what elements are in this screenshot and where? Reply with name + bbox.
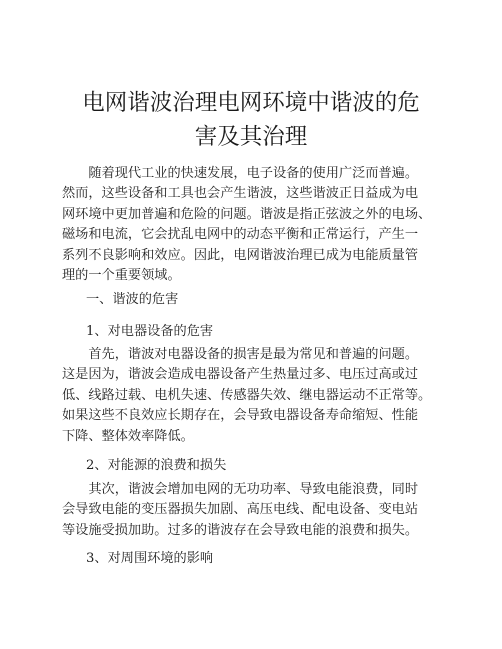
paragraph-line: 这是因为，谐波会造成电器设备产生热量过多、电压过高或过 [62, 367, 419, 383]
paragraph-line: 其次，谐波会增加电网的无功功率、导致电能浪费，同时 [62, 482, 419, 497]
section-heading-harm: 一、谐波的危害 [86, 292, 179, 307]
paragraph-line: 如果这些不良效应长期存在，会导致电器设备寿命缩短、性能 [62, 408, 419, 424]
paragraph-line: 网环境中更加普遍和危险的问题。谐波是指正弦波之外的电场、 [62, 206, 432, 222]
subsection-heading-equipment: 1、对电器设备的危害 [86, 324, 214, 339]
paragraph-line: 等设施受损加助。过多的谐波存在会导致电能的浪费和损失。 [62, 522, 419, 538]
paragraph-line: 磁场和电流，它会扰乱电网中的动态平衡和正常运行，产生一 [62, 227, 419, 243]
document-title [0, 86, 502, 154]
paragraph-line: 低、线路过载、电机失速、传感器失效、继电器运动不正常等。 [62, 387, 432, 403]
title-line-1: 电网谐波治理电网环境中谐波的危 [82, 90, 420, 116]
paragraph-line: 系列不良影响和效应。因此，电网谐波治理已成为电能质量管 [62, 247, 419, 263]
subsection-heading-environment: 3、对周围环境的影响 [86, 551, 214, 566]
paragraph-line: 理的一个重要领域。 [62, 268, 181, 284]
subsection-heading-energy: 2、对能源的浪费和损失 [86, 458, 227, 473]
intro-paragraph [62, 164, 446, 286]
paragraph-line: 下降、整体效率降低。 [62, 428, 194, 444]
paragraph-line: 会导致电能的变压器损失加剧、高压电线、配电设备、变电站 [62, 502, 419, 518]
paragraph-line: 然而，这些设备和工具也会产生谐波，这些谐波正日益成为电 [62, 186, 419, 202]
energy-paragraph [62, 480, 446, 541]
paragraph-line: 首先，谐波对电器设备的损害是最为常见和普遍的问题。 [62, 347, 419, 362]
paragraph-line: 随着现代工业的快速发展，电子设备的使用广泛而普遍。 [62, 166, 419, 181]
equipment-paragraph [62, 345, 446, 447]
title-line-2: 害及其治理 [194, 124, 308, 150]
